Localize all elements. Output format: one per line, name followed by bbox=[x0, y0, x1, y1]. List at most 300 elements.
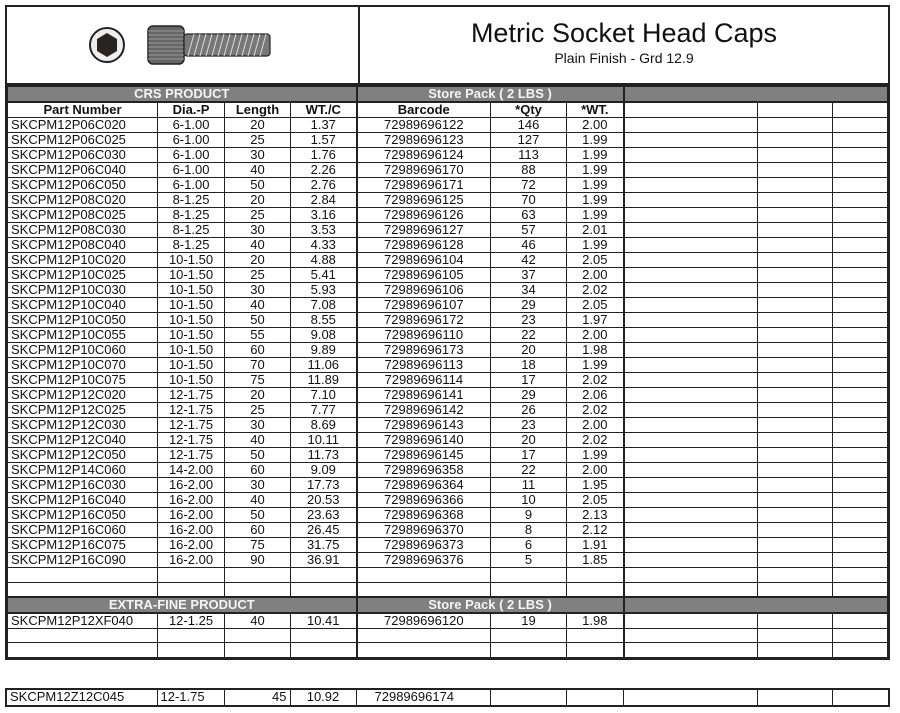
length: 20 bbox=[225, 253, 291, 268]
blank-cell bbox=[758, 538, 833, 553]
barcode: 72989696140 bbox=[357, 433, 491, 448]
barcode: 72989696173 bbox=[357, 343, 491, 358]
blank-cell bbox=[758, 328, 833, 343]
blank-cell bbox=[624, 418, 758, 433]
column-header bbox=[624, 102, 758, 118]
blank-cell bbox=[833, 133, 888, 148]
weight-per-c: 7.08 bbox=[291, 298, 357, 313]
blank-cell bbox=[833, 418, 888, 433]
qty bbox=[491, 582, 567, 597]
barcode: 72989696122 bbox=[357, 118, 491, 133]
blank-cell bbox=[624, 238, 758, 253]
dia-pitch: 8-1.25 bbox=[158, 223, 225, 238]
blank-cell bbox=[624, 343, 758, 358]
blank-cell bbox=[758, 178, 833, 193]
blank-cell bbox=[758, 253, 833, 268]
blank-cell bbox=[758, 403, 833, 418]
table-row bbox=[8, 538, 888, 553]
blank-cell bbox=[833, 433, 888, 448]
qty: 17 bbox=[491, 448, 567, 463]
barcode: 72989696376 bbox=[357, 553, 491, 568]
qty bbox=[491, 568, 567, 583]
table-row bbox=[8, 373, 888, 388]
blank-cell bbox=[833, 358, 888, 373]
weight-per-c bbox=[291, 643, 357, 658]
blank-cell bbox=[833, 343, 888, 358]
table-row bbox=[8, 163, 888, 178]
barcode: 72989696366 bbox=[357, 493, 491, 508]
column-header: Barcode bbox=[357, 102, 491, 118]
weight: 2.05 bbox=[567, 493, 624, 508]
length: 25 bbox=[225, 133, 291, 148]
dia-pitch: 12-1.75 bbox=[158, 403, 225, 418]
blank-cell bbox=[833, 313, 888, 328]
length: 70 bbox=[225, 358, 291, 373]
part-number: SKCPM12P08C040 bbox=[8, 238, 158, 253]
blank-cell bbox=[624, 148, 758, 163]
blank-cell bbox=[758, 238, 833, 253]
dia-pitch: 6-1.00 bbox=[158, 133, 225, 148]
table-row bbox=[8, 283, 888, 298]
barcode: 72989696142 bbox=[357, 403, 491, 418]
part-number: SKCPM12P06C040 bbox=[8, 163, 158, 178]
blank-cell bbox=[758, 478, 833, 493]
dia-pitch: 12-1.75 bbox=[158, 433, 225, 448]
blank-cell bbox=[624, 253, 758, 268]
table-row bbox=[8, 582, 888, 597]
dia-pitch: 16-2.00 bbox=[158, 553, 225, 568]
table-row bbox=[8, 133, 888, 148]
length: 40 bbox=[225, 493, 291, 508]
weight: 1.95 bbox=[567, 478, 624, 493]
length: 75 bbox=[225, 538, 291, 553]
blank-cell bbox=[758, 508, 833, 523]
weight: 1.99 bbox=[567, 178, 624, 193]
blank-cell bbox=[833, 388, 888, 403]
table-row bbox=[8, 223, 888, 238]
blank-cell bbox=[758, 208, 833, 223]
length: 50 bbox=[225, 178, 291, 193]
blank-cell bbox=[758, 493, 833, 508]
price-sheet bbox=[5, 5, 890, 660]
table-row bbox=[8, 418, 888, 433]
barcode: 72989696113 bbox=[357, 358, 491, 373]
barcode: 72989696171 bbox=[357, 178, 491, 193]
blank-cell bbox=[833, 208, 888, 223]
blank-cell bbox=[832, 690, 888, 705]
blank-cell bbox=[833, 448, 888, 463]
weight: 2.00 bbox=[567, 328, 624, 343]
dia-pitch: 10-1.50 bbox=[158, 298, 225, 313]
qty: 146 bbox=[491, 118, 567, 133]
weight: 2.05 bbox=[567, 298, 624, 313]
blank-cell bbox=[833, 178, 888, 193]
blank-cell bbox=[624, 403, 758, 418]
weight-per-c: 1.76 bbox=[291, 148, 357, 163]
blank-cell bbox=[758, 448, 833, 463]
blank-cell bbox=[624, 133, 758, 148]
weight: 2.06 bbox=[567, 388, 624, 403]
product-table bbox=[7, 85, 888, 658]
dia-pitch bbox=[158, 582, 225, 597]
weight-per-c: 10.11 bbox=[291, 433, 357, 448]
qty: 29 bbox=[491, 388, 567, 403]
section-label: EXTRA-FINE PRODUCT bbox=[8, 597, 357, 613]
weight: 1.97 bbox=[567, 313, 624, 328]
dia-pitch bbox=[158, 568, 225, 583]
table-row bbox=[8, 463, 888, 478]
barcode: 72989696370 bbox=[357, 523, 491, 538]
weight: 2.12 bbox=[567, 523, 624, 538]
blank-cell bbox=[758, 568, 833, 583]
blank-cell bbox=[624, 493, 758, 508]
part-number bbox=[8, 582, 158, 597]
blank-cell bbox=[624, 388, 758, 403]
weight: 1.99 bbox=[567, 133, 624, 148]
blank-cell bbox=[833, 613, 888, 629]
part-number bbox=[8, 643, 158, 658]
blank-cell bbox=[758, 582, 833, 597]
blank-cell bbox=[624, 628, 758, 643]
blank-cell bbox=[624, 313, 758, 328]
part-number: SKCPM12P10C030 bbox=[8, 283, 158, 298]
length: 40 bbox=[225, 163, 291, 178]
blank-cell bbox=[758, 268, 833, 283]
qty: 22 bbox=[491, 328, 567, 343]
dia-pitch: 6-1.00 bbox=[158, 163, 225, 178]
blank-cell bbox=[833, 568, 888, 583]
blank-cell bbox=[758, 148, 833, 163]
table-row bbox=[8, 553, 888, 568]
length: 75 bbox=[225, 373, 291, 388]
part-number bbox=[8, 568, 158, 583]
weight-per-c: 9.09 bbox=[291, 463, 357, 478]
part-number: SKCPM12P16C030 bbox=[8, 478, 158, 493]
qty: 11 bbox=[491, 478, 567, 493]
blank-cell bbox=[758, 358, 833, 373]
blank-cell bbox=[758, 118, 833, 133]
weight: 1.99 bbox=[567, 163, 624, 178]
blank-cell bbox=[833, 643, 888, 658]
table-row bbox=[8, 388, 888, 403]
blank-cell bbox=[758, 283, 833, 298]
barcode bbox=[357, 628, 491, 643]
crs-section-band bbox=[8, 86, 888, 102]
dia-pitch: 10-1.50 bbox=[158, 283, 225, 298]
blank-cell bbox=[624, 448, 758, 463]
part-number: SKCPM12P16C090 bbox=[8, 553, 158, 568]
dia-pitch: 10-1.50 bbox=[158, 253, 225, 268]
column-header: Dia.-P bbox=[158, 102, 225, 118]
weight bbox=[566, 690, 623, 705]
qty: 29 bbox=[491, 298, 567, 313]
page-subtitle: Plain Finish - Grd 12.9 bbox=[554, 50, 694, 66]
barcode: 72989696145 bbox=[357, 448, 491, 463]
weight-per-c: 1.37 bbox=[291, 118, 357, 133]
column-header: *Qty bbox=[491, 102, 567, 118]
blank-cell bbox=[758, 628, 833, 643]
qty: 23 bbox=[491, 313, 567, 328]
product-image bbox=[7, 7, 360, 83]
length: 50 bbox=[225, 313, 291, 328]
weight-per-c: 2.26 bbox=[291, 163, 357, 178]
dia-pitch: 10-1.50 bbox=[158, 373, 225, 388]
table-row bbox=[8, 628, 888, 643]
barcode: 72989696128 bbox=[357, 238, 491, 253]
addendum-row-table bbox=[5, 688, 890, 707]
table-row bbox=[8, 403, 888, 418]
dia-pitch: 10-1.50 bbox=[158, 343, 225, 358]
blank-cell bbox=[758, 388, 833, 403]
barcode: 72989696104 bbox=[357, 253, 491, 268]
barcode: 72989696120 bbox=[357, 613, 491, 629]
dia-pitch: 12-1.75 bbox=[158, 418, 225, 433]
blank-cell bbox=[833, 298, 888, 313]
qty bbox=[491, 628, 567, 643]
column-header: *WT. bbox=[567, 102, 624, 118]
barcode: 72989696143 bbox=[357, 418, 491, 433]
weight-per-c: 9.89 bbox=[291, 343, 357, 358]
length: 45 bbox=[224, 690, 290, 705]
barcode: 72989696174 bbox=[356, 690, 490, 705]
table-row bbox=[8, 313, 888, 328]
blank-cell bbox=[833, 253, 888, 268]
qty: 9 bbox=[491, 508, 567, 523]
qty: 8 bbox=[491, 523, 567, 538]
dia-pitch: 12-1.75 bbox=[158, 388, 225, 403]
weight: 1.91 bbox=[567, 538, 624, 553]
length bbox=[225, 628, 291, 643]
weight: 2.02 bbox=[567, 433, 624, 448]
table-row bbox=[8, 478, 888, 493]
length: 30 bbox=[225, 478, 291, 493]
length: 25 bbox=[225, 208, 291, 223]
qty: 127 bbox=[491, 133, 567, 148]
dia-pitch: 10-1.50 bbox=[158, 328, 225, 343]
barcode bbox=[357, 582, 491, 597]
part-number: SKCPM12P10C050 bbox=[8, 313, 158, 328]
weight: 2.00 bbox=[567, 118, 624, 133]
blank-cell bbox=[624, 373, 758, 388]
part-number: SKCPM12P10C060 bbox=[8, 343, 158, 358]
length: 40 bbox=[225, 238, 291, 253]
blank-cell bbox=[833, 493, 888, 508]
column-header bbox=[833, 102, 888, 118]
weight-per-c: 8.69 bbox=[291, 418, 357, 433]
table-row bbox=[8, 448, 888, 463]
blank-band bbox=[624, 86, 888, 102]
blank-cell bbox=[624, 178, 758, 193]
section-label: CRS PRODUCT bbox=[8, 86, 357, 102]
blank-cell bbox=[833, 118, 888, 133]
weight-per-c: 23.63 bbox=[291, 508, 357, 523]
barcode: 72989696105 bbox=[357, 268, 491, 283]
blank-cell bbox=[833, 478, 888, 493]
barcode: 72989696141 bbox=[357, 388, 491, 403]
weight-per-c: 26.45 bbox=[291, 523, 357, 538]
blank-cell bbox=[624, 508, 758, 523]
qty: 46 bbox=[491, 238, 567, 253]
blank-cell bbox=[833, 553, 888, 568]
blank-cell bbox=[624, 553, 758, 568]
blank-cell bbox=[624, 268, 758, 283]
column-header: Part Number bbox=[8, 102, 158, 118]
blank-cell bbox=[624, 568, 758, 583]
blank-cell bbox=[624, 193, 758, 208]
table-row bbox=[8, 343, 888, 358]
part-number: SKCPM12P12C025 bbox=[8, 403, 158, 418]
qty: 42 bbox=[491, 253, 567, 268]
blank-cell bbox=[624, 433, 758, 448]
part-number: SKCPM12P10C075 bbox=[8, 373, 158, 388]
weight-per-c: 9.08 bbox=[291, 328, 357, 343]
dia-pitch: 16-2.00 bbox=[158, 523, 225, 538]
length: 30 bbox=[225, 148, 291, 163]
part-number: SKCPM12P12XF040 bbox=[8, 613, 158, 629]
blank-cell bbox=[624, 118, 758, 133]
length: 40 bbox=[225, 613, 291, 629]
qty: 18 bbox=[491, 358, 567, 373]
part-number: SKCPM12P12C020 bbox=[8, 388, 158, 403]
qty bbox=[490, 690, 566, 705]
weight: 2.00 bbox=[567, 463, 624, 478]
weight-per-c bbox=[291, 568, 357, 583]
store-pack-label: Store Pack ( 2 LBS ) bbox=[357, 597, 624, 613]
weight-per-c: 3.53 bbox=[291, 223, 357, 238]
table-row bbox=[8, 613, 888, 629]
weight-per-c: 11.06 bbox=[291, 358, 357, 373]
weight: 1.99 bbox=[567, 193, 624, 208]
weight-per-c: 3.16 bbox=[291, 208, 357, 223]
dia-pitch: 10-1.50 bbox=[158, 358, 225, 373]
blank-cell bbox=[833, 163, 888, 178]
length bbox=[225, 582, 291, 597]
part-number: SKCPM12P10C020 bbox=[8, 253, 158, 268]
length: 20 bbox=[225, 193, 291, 208]
dia-pitch: 12-1.25 bbox=[158, 613, 225, 629]
dia-pitch: 16-2.00 bbox=[158, 493, 225, 508]
blank-cell bbox=[758, 373, 833, 388]
blank-cell bbox=[833, 523, 888, 538]
blank-cell bbox=[758, 613, 833, 629]
qty: 10 bbox=[491, 493, 567, 508]
weight bbox=[567, 582, 624, 597]
weight-per-c: 10.41 bbox=[291, 613, 357, 629]
blank-cell bbox=[624, 582, 758, 597]
barcode: 72989696110 bbox=[357, 328, 491, 343]
part-number bbox=[8, 628, 158, 643]
part-number: SKCPM12P12C040 bbox=[8, 433, 158, 448]
barcode: 72989696123 bbox=[357, 133, 491, 148]
qty: 88 bbox=[491, 163, 567, 178]
weight: 2.00 bbox=[567, 268, 624, 283]
blank-cell bbox=[624, 523, 758, 538]
table-row bbox=[8, 118, 888, 133]
weight-per-c: 4.33 bbox=[291, 238, 357, 253]
part-number: SKCPM12P06C025 bbox=[8, 133, 158, 148]
dia-pitch: 10-1.50 bbox=[158, 268, 225, 283]
length bbox=[225, 643, 291, 658]
qty: 70 bbox=[491, 193, 567, 208]
blank-cell bbox=[833, 148, 888, 163]
qty: 34 bbox=[491, 283, 567, 298]
part-number: SKCPM12P16C050 bbox=[8, 508, 158, 523]
weight-per-c: 10.92 bbox=[290, 690, 356, 705]
dia-pitch bbox=[158, 628, 225, 643]
blank-cell bbox=[623, 690, 757, 705]
length: 25 bbox=[225, 268, 291, 283]
blank-cell bbox=[758, 433, 833, 448]
table-row bbox=[8, 238, 888, 253]
column-header bbox=[758, 102, 833, 118]
table-row bbox=[8, 358, 888, 373]
blank-cell bbox=[624, 163, 758, 178]
length: 40 bbox=[225, 433, 291, 448]
weight: 2.02 bbox=[567, 373, 624, 388]
table-row bbox=[8, 643, 888, 658]
weight-per-c: 7.10 bbox=[291, 388, 357, 403]
blank-cell bbox=[833, 268, 888, 283]
blank-cell bbox=[833, 328, 888, 343]
weight-per-c: 11.73 bbox=[291, 448, 357, 463]
blank-cell bbox=[624, 208, 758, 223]
blank-cell bbox=[833, 508, 888, 523]
weight: 1.98 bbox=[567, 613, 624, 629]
column-header: Length bbox=[225, 102, 291, 118]
dia-pitch: 8-1.25 bbox=[158, 238, 225, 253]
part-number: SKCPM12P16C060 bbox=[8, 523, 158, 538]
table-row bbox=[8, 508, 888, 523]
dia-pitch: 12-1.75 bbox=[158, 448, 225, 463]
blank-cell bbox=[758, 553, 833, 568]
table-row bbox=[8, 178, 888, 193]
qty: 37 bbox=[491, 268, 567, 283]
blank-cell bbox=[758, 643, 833, 658]
qty: 26 bbox=[491, 403, 567, 418]
blank-cell bbox=[758, 298, 833, 313]
part-number: SKCPM12P06C030 bbox=[8, 148, 158, 163]
barcode: 72989696114 bbox=[357, 373, 491, 388]
weight-per-c bbox=[291, 582, 357, 597]
dia-pitch: 8-1.25 bbox=[158, 193, 225, 208]
weight-per-c: 11.89 bbox=[291, 373, 357, 388]
blank-cell bbox=[624, 223, 758, 238]
weight: 1.99 bbox=[567, 448, 624, 463]
weight: 1.99 bbox=[567, 208, 624, 223]
length bbox=[225, 568, 291, 583]
barcode: 72989696172 bbox=[357, 313, 491, 328]
table-row bbox=[8, 193, 888, 208]
dia-pitch: 8-1.25 bbox=[158, 208, 225, 223]
column-header-row bbox=[8, 102, 888, 118]
qty: 23 bbox=[491, 418, 567, 433]
blank-cell bbox=[758, 313, 833, 328]
table-row bbox=[8, 268, 888, 283]
barcode: 72989696368 bbox=[357, 508, 491, 523]
weight: 1.99 bbox=[567, 238, 624, 253]
part-number: SKCPM12P12C030 bbox=[8, 418, 158, 433]
dia-pitch bbox=[158, 643, 225, 658]
dia-pitch: 16-2.00 bbox=[158, 538, 225, 553]
length: 60 bbox=[225, 523, 291, 538]
weight: 2.00 bbox=[567, 418, 624, 433]
barcode: 72989696127 bbox=[357, 223, 491, 238]
blank-band bbox=[624, 597, 888, 613]
page-title: Metric Socket Head Caps bbox=[470, 18, 778, 48]
blank-cell bbox=[833, 582, 888, 597]
blank-cell bbox=[833, 538, 888, 553]
length: 30 bbox=[225, 418, 291, 433]
